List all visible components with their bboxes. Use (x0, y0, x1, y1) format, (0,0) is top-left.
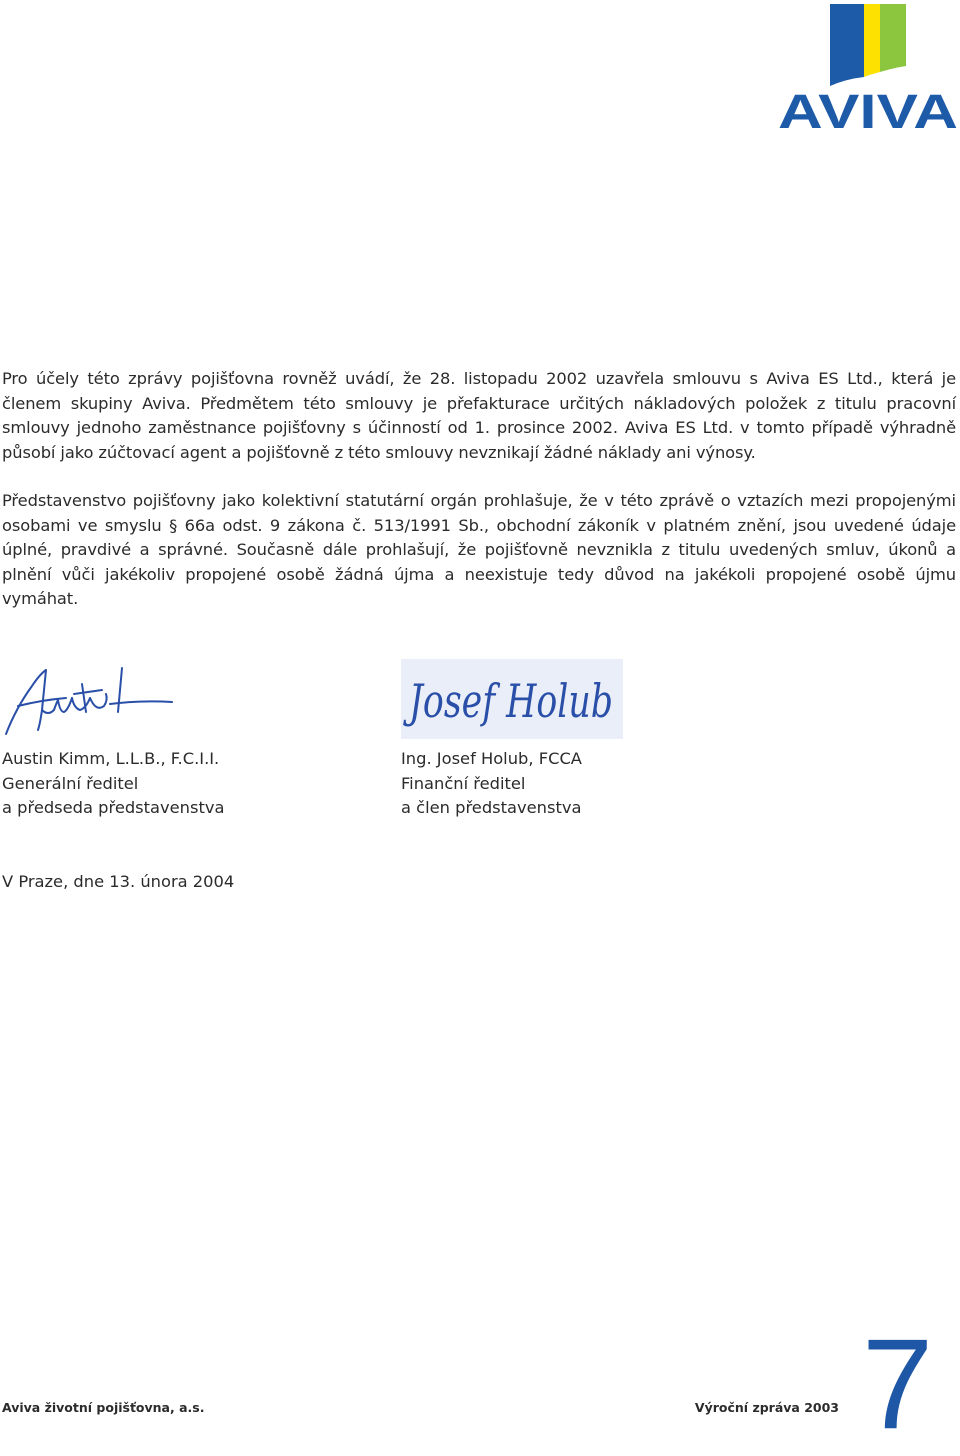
page-number: 7 (862, 1313, 934, 1456)
signature-holub (401, 659, 623, 739)
signatory-holub (401, 747, 582, 821)
footer-company: Aviva životní pojišťovna, a.s. (2, 1400, 205, 1415)
signatory-position: Finanční ředitel (401, 773, 526, 793)
signatory-name: Ing. Josef Holub, FCCA (401, 749, 582, 768)
signature-kimm (2, 660, 174, 738)
body-paragraph-2: Představenstvo pojišťovny jako kolektivní statutární orgán prohlašuje, že v této zprávě o vztazích mezi propojenými osobami ve smyslu § 66a odst. 9 zákona č. 513/1991 Sb., obchodní zákoník v platném znění, jsou uvedené údaje úplné, pravdivé a správné. Současně dále prohlašují, že pojišťovně nevznikla z titulu uvedených smluv, úkonů a plnění vůči jakékoliv propojené osobě žádná újma a neexistuje tedy důvod na jakékoli propojené osobě újmu vymáhat. (2, 491, 956, 608)
place-date: V Praze, dne 13. února 2004 (2, 872, 235, 891)
body-paragraph-1: Pro účely této zprávy pojišťovna rovněž uvádí, že 28. listopadu 2002 uzavřela smlouvu s Aviva ES Ltd., která je členem skupiny Aviva. Předmětem této smlouvy je přefakturace určitých nákladových položek z titulu pracovní smlouvy jednoho zaměstnance pojišťovny s účinností od 1. prosince 2002. Aviva ES Ltd. v tomto případě výhradně působí jako zúčtovací agent a pojišťovně z této smlouvy nevznikají žádné náklady ani výnosy. (2, 369, 956, 462)
aviva-logo (776, 0, 960, 139)
logo-wordmark: AVIVA (778, 86, 958, 139)
signatory-kimm (2, 747, 224, 821)
signatory-role: a předseda představenstva (2, 798, 225, 817)
signatory-name: Austin Kimm, L.L.B., F.C.I.I. (2, 749, 220, 768)
signature-holub-script: Josef Holub (402, 674, 613, 728)
footer-report-title: Výroční zpráva 2003 (694, 1400, 839, 1415)
signatory-role: a člen představenstva (401, 798, 582, 817)
signatory-position: Generální ředitel (2, 773, 139, 793)
